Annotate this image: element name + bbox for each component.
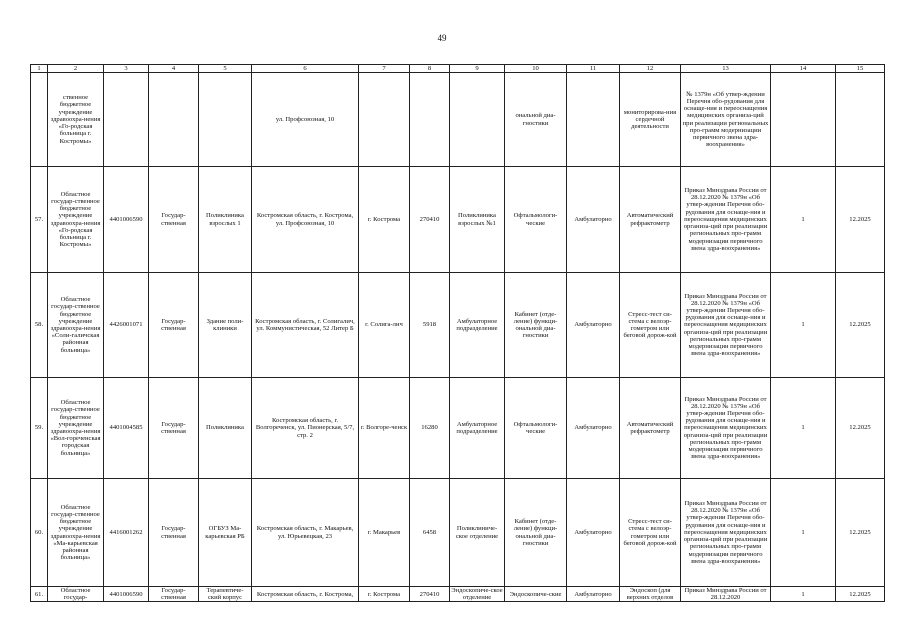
cabinet-profile-cell: Кабинет (отде-ление) функци-ональной диа-гностики [505, 273, 567, 378]
table-row [31, 167, 885, 273]
building-name-cell: Здание поли-клиники [199, 273, 252, 378]
cabinet-profile-cell: Офтальмологи-ческие [505, 378, 567, 479]
ownership-form-cell: Государ-ственная [149, 378, 199, 479]
subdivision-cell: Амбулаторное подразделение [450, 273, 505, 378]
legal-basis-cell: № 1379н «Об утвер-ждении Перечня обо-рудования для оснаще-ния и переоснащения медицинских организа-ций при реализации региональных про-грамм модернизации первичного звена здра-воохранения» [681, 73, 771, 167]
table-row [31, 587, 885, 602]
column-number: 1 [31, 65, 48, 73]
care-conditions-cell: Амбулаторно [567, 378, 620, 479]
subdivision-cell: Эндоскопиче-ское отделение [451, 587, 503, 602]
column-number-row [31, 65, 885, 73]
institution-name-cell: Областное государ-ственное бюджетное учреждение здравоохра-нения «Вол-гореченская городская больница» [48, 378, 104, 479]
locality-cell: г. Кострома [359, 167, 410, 273]
table-row [31, 479, 885, 587]
delivery-date-cell: 12.2025 [836, 273, 885, 378]
address-cell: Костромская область, г. Макарьев, ул. Юрьевецкая, 23 [252, 479, 359, 587]
equipment-name-cell: мониторирова-ния сердечной деятельности [620, 73, 681, 167]
inn-cell: 4401004585 [104, 378, 149, 479]
column-number: 10 [505, 65, 567, 73]
page-number: 49 [437, 33, 447, 43]
cabinet-profile-cell: Офтальмологи-ческие [505, 167, 567, 273]
legal-basis-cell: Приказ Минздрава России от 28.12.2020 [681, 587, 771, 602]
building-name-cell [199, 73, 252, 167]
column-number: 5 [199, 65, 252, 73]
care-conditions-cell: Амбулаторно [567, 479, 620, 587]
ownership-form-cell: Государ-ственная [149, 167, 199, 273]
column-number: 12 [620, 65, 681, 73]
locality-cell: г. Кострома [359, 587, 410, 602]
column-number: 4 [149, 65, 199, 73]
institution-name-cell: Областное государ-ственное бюджетное учреждение здравоохра-нения «Ма-карьевская районная больница» [48, 479, 104, 587]
inn-cell: 4426001071 [104, 273, 149, 378]
row-number-cell: 57. [31, 167, 48, 273]
building-name-cell: Поликлиника [199, 378, 252, 479]
locality-cell: г. Макарьев [359, 479, 410, 587]
population-cell: 5918 [410, 273, 450, 378]
address-cell: Костромская область, г. Кострома, ул. Профсоюзная, 10 [252, 167, 359, 273]
locality-cell: г. Солига-лич [359, 273, 410, 378]
inn-cell [104, 73, 149, 167]
inn-cell: 4401006590 [104, 587, 149, 602]
ownership-form-cell [149, 73, 199, 167]
address-cell: Костромская область, г. Волгореченск, ул. Пионерская, 5/7, стр. 2 [252, 378, 359, 479]
row-number-cell: 58. [31, 273, 48, 378]
inn-cell: 4401006590 [104, 167, 149, 273]
column-number: 8 [410, 65, 450, 73]
column-number: 6 [252, 65, 359, 73]
care-conditions-cell: Амбулаторно [567, 167, 620, 273]
building-name-cell: ОГБУЗ Ма-карьевская РБ [199, 479, 252, 587]
column-number: 3 [104, 65, 149, 73]
equipment-name-cell: Стресс-тест си-стема с велоэр-гометром или беговой дорож-кой [620, 479, 681, 587]
institution-name-cell: Областное государ-ственное бюджетное учреждение здравоохра-нения «Го-родская больница г. Костромы» [48, 167, 104, 273]
locality-cell [359, 73, 410, 167]
cabinet-profile-cell: Эндоскопиче-ские [505, 587, 567, 602]
quantity-cell: 1 [771, 479, 836, 587]
equipment-name-cell: Автоматический рефрактометр [620, 378, 681, 479]
table-row [31, 378, 885, 479]
cabinet-profile-cell: ональной диа-гностики [505, 73, 567, 167]
row-number-cell [31, 73, 48, 167]
population-cell: 270410 [410, 587, 450, 602]
population-cell: 270410 [410, 167, 450, 273]
row-number-cell: 60. [31, 479, 48, 587]
ownership-form-cell: Государ-ственная [149, 479, 199, 587]
column-number: 14 [771, 65, 836, 73]
building-name-cell: Поликлиника взрослых 1 [199, 167, 252, 273]
column-number: 2 [48, 65, 104, 73]
legal-basis-cell: Приказ Минздрава России от 28.12.2020 № 1379н «Об утвер-ждении Перечня обо-рудования для оснаще-ния и переоснащения медицинских организа-ций при реализации региональных про-грамм модернизации первичного звена здра-воохранения» [681, 479, 771, 587]
column-number: 11 [567, 65, 620, 73]
quantity-cell: 1 [771, 378, 836, 479]
address-cell: Костромская область, г. Солигалич, ул. Коммунистическая, 52 Литер Б [252, 273, 359, 378]
care-conditions-cell: Амбулаторно [567, 273, 620, 378]
column-number: 13 [681, 65, 771, 73]
building-name-cell: Терапевтиче-ский корпус [199, 587, 252, 602]
delivery-date-cell [836, 73, 885, 167]
column-number: 15 [836, 65, 885, 73]
column-number: 7 [359, 65, 410, 73]
inn-cell: 4416001262 [104, 479, 149, 587]
population-cell: 16280 [410, 378, 450, 479]
quantity-cell [771, 73, 836, 167]
institution-name-cell: Областное государ-ственное бюджетное учреждение здравоохра-нения «Соли-галичская районная больница» [48, 273, 104, 378]
subdivision-cell: Поликлиника взрослых №1 [450, 167, 505, 273]
table-row [31, 73, 885, 167]
table-row [31, 273, 885, 378]
institution-name-cell: ственное бюджетное учреждение здравоохра-нения «Го-родская больница г. Костромы» [48, 73, 104, 167]
cabinet-profile-cell: Кабинет (отде-ление) функци-ональной диа-гностики [505, 479, 567, 587]
delivery-date-cell: 12.2025 [836, 378, 885, 479]
subdivision-cell [450, 73, 505, 167]
row-number-cell: 59. [31, 378, 48, 479]
delivery-date-cell: 12.2025 [836, 479, 885, 587]
legal-basis-cell: Приказ Минздрава России от 28.12.2020 № 1379н «Об утвер-ждении Перечня обо-рудования для оснаще-ния и переоснащения медицинских организа-ций при реализации региональных про-грамм модернизации первичного звена здра-воохранения» [681, 378, 771, 479]
column-number: 9 [450, 65, 505, 73]
locality-cell: г. Волгоре-ченск [359, 378, 410, 479]
care-conditions-cell [567, 73, 620, 167]
address-cell: Костромская область, г. Кострома, [252, 587, 359, 602]
equipment-name-cell: Автоматический рефрактометр [620, 167, 681, 273]
ownership-form-cell: Государ-ственная [149, 587, 199, 602]
row-number-cell: 61. [31, 587, 48, 602]
delivery-date-cell: 12.2025 [836, 587, 885, 602]
quantity-cell: 1 [771, 167, 836, 273]
equipment-name-cell: Эндоскоп (для верхних отделов [620, 587, 681, 602]
subdivision-cell: Поликлиниче-ское отделение [450, 479, 505, 587]
legal-basis-cell: Приказ Минздрава России от 28.12.2020 № 1379н «Об утвер-ждении Перечня обо-рудования для оснаще-ния и переоснащения медицинских организа-ций при реализации региональных про-грамм модернизации первичного звена здра-воохранения» [681, 167, 771, 273]
population-cell: 6458 [410, 479, 450, 587]
legal-basis-cell: Приказ Минздрава России от 28.12.2020 № 1379н «Об утвер-ждении Перечня обо-рудования для оснаще-ния и переоснащения медицинских организа-ций при реализации региональных про-грамм модернизации первичного звена здра-воохранения» [681, 273, 771, 378]
care-conditions-cell: Амбулаторно [567, 587, 620, 602]
quantity-cell: 1 [771, 273, 836, 378]
delivery-date-cell: 12.2025 [836, 167, 885, 273]
ownership-form-cell: Государ-ственная [149, 273, 199, 378]
equipment-name-cell: Стресс-тест си-стема с велоэр-гометром или беговой дорож-кой [620, 273, 681, 378]
population-cell [410, 73, 450, 167]
quantity-cell: 1 [771, 587, 836, 602]
institution-name-cell: Областное государ- [48, 587, 104, 602]
subdivision-cell: Амбулаторное подразделение [450, 378, 505, 479]
equipment-register-table [30, 64, 885, 602]
address-cell: ул. Профсоюзная, 10 [252, 73, 359, 167]
